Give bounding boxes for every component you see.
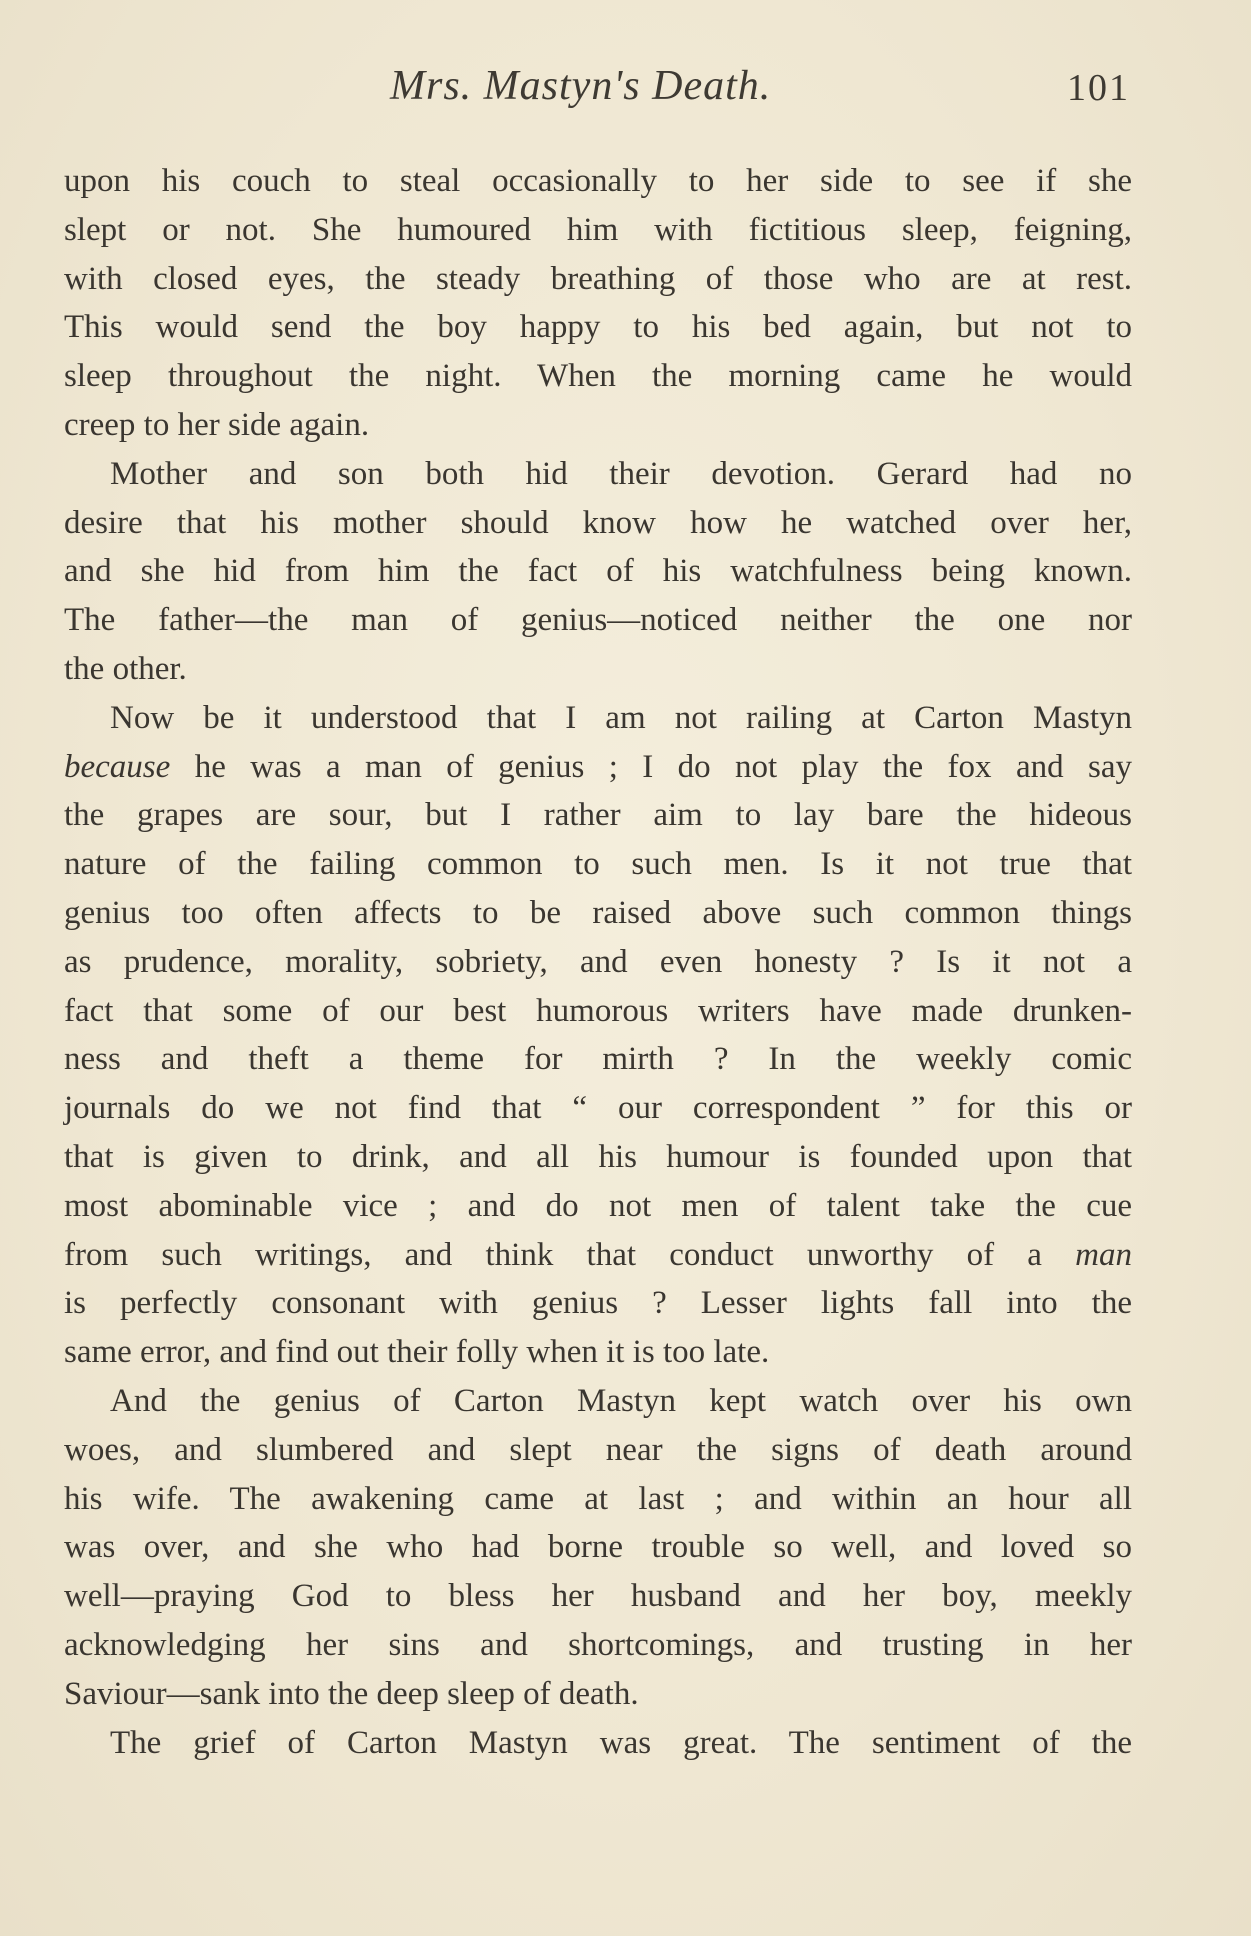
text-line: Now be it understood that I am not railing at Carton Mastyn: [110, 699, 1132, 736]
text-line: And the genius of Carton Mastyn kept watch over his own: [110, 1382, 1132, 1419]
text-line: was over, and she who had borne trouble so well, and loved so: [64, 1529, 1132, 1566]
body-text: [64, 157, 1132, 1767]
text-line: genius too often affects to be raised above such common things: [64, 894, 1132, 931]
text-line: The grief of Carton Mastyn was great. The sentiment of the: [110, 1724, 1132, 1761]
text-line: woes, and slumbered and slept near the signs of death around: [64, 1431, 1132, 1468]
text-line: well—praying God to bless her husband and her boy, meekly: [64, 1578, 1132, 1615]
text-line: most abominable vice ; and do not men of talent take the cue: [64, 1187, 1132, 1224]
text-line: as prudence, morality, sobriety, and even honesty ? Is it not a: [64, 943, 1132, 980]
italic-word: because: [64, 748, 171, 785]
paragraph: [64, 157, 1132, 450]
text-line: The father—the man of genius—noticed neither the one nor: [64, 602, 1132, 639]
text-line: desire that his mother should know how he watched over her,: [64, 504, 1132, 541]
paragraph: [64, 450, 1132, 694]
paragraph: [64, 1377, 1132, 1719]
paragraph: [64, 1719, 1132, 1768]
text-line: his wife. The awakening came at last ; and within an hour all: [64, 1480, 1132, 1517]
text-line: same error, and find out their folly when it is too late.: [64, 1334, 770, 1371]
text-line: the grapes are sour, but I rather aim to lay bare the hideous: [64, 797, 1132, 834]
text-line: with closed eyes, the steady breathing of those who are at rest.: [64, 260, 1132, 297]
text-line: nature of the failing common to such men. Is it not true that: [64, 846, 1132, 883]
text-line: ness and theft a theme for mirth ? In the weekly comic: [64, 1041, 1132, 1078]
running-head: [70, 62, 1130, 122]
text-line: from such writings, and think that conduct unworthy of a man: [64, 1236, 1132, 1273]
text-line: journals do we not find that “ our correspondent ” for this or: [64, 1090, 1132, 1127]
text-line: is perfectly consonant with genius ? Lesser lights fall into the: [64, 1285, 1132, 1322]
italic-word: man: [1075, 1236, 1132, 1273]
text-line: upon his couch to steal occasionally to her side to see if she: [64, 163, 1132, 199]
text-line: because he was a man of genius ; I do not play the fox and say: [64, 748, 1132, 785]
text-line: This would send the boy happy to his bed again, but not to: [64, 309, 1132, 346]
text-line: sleep throughout the night. When the morning came he would: [64, 358, 1132, 395]
text-line: slept or not. She humoured him with fictitious sleep, feigning,: [64, 211, 1132, 248]
text-line: creep to her side again.: [64, 406, 370, 443]
text-line: that is given to drink, and all his humour is founded upon that: [64, 1138, 1132, 1175]
text-line: Saviour—sank into the deep sleep of death.: [64, 1675, 639, 1712]
text-line: the other.: [64, 650, 187, 687]
paragraph: [64, 694, 1132, 1377]
running-title: Mrs. Mastyn's Death.: [390, 63, 772, 109]
text-line: fact that some of our best humorous writers have made drunken-: [64, 992, 1132, 1029]
text-line: acknowledging her sins and shortcomings, and trusting in her: [64, 1626, 1132, 1663]
text-line: and she hid from him the fact of his watchfulness being known.: [64, 553, 1132, 590]
page-number: 101: [1067, 67, 1130, 109]
text-line: Mother and son both hid their devotion. Gerard had no: [110, 455, 1132, 492]
